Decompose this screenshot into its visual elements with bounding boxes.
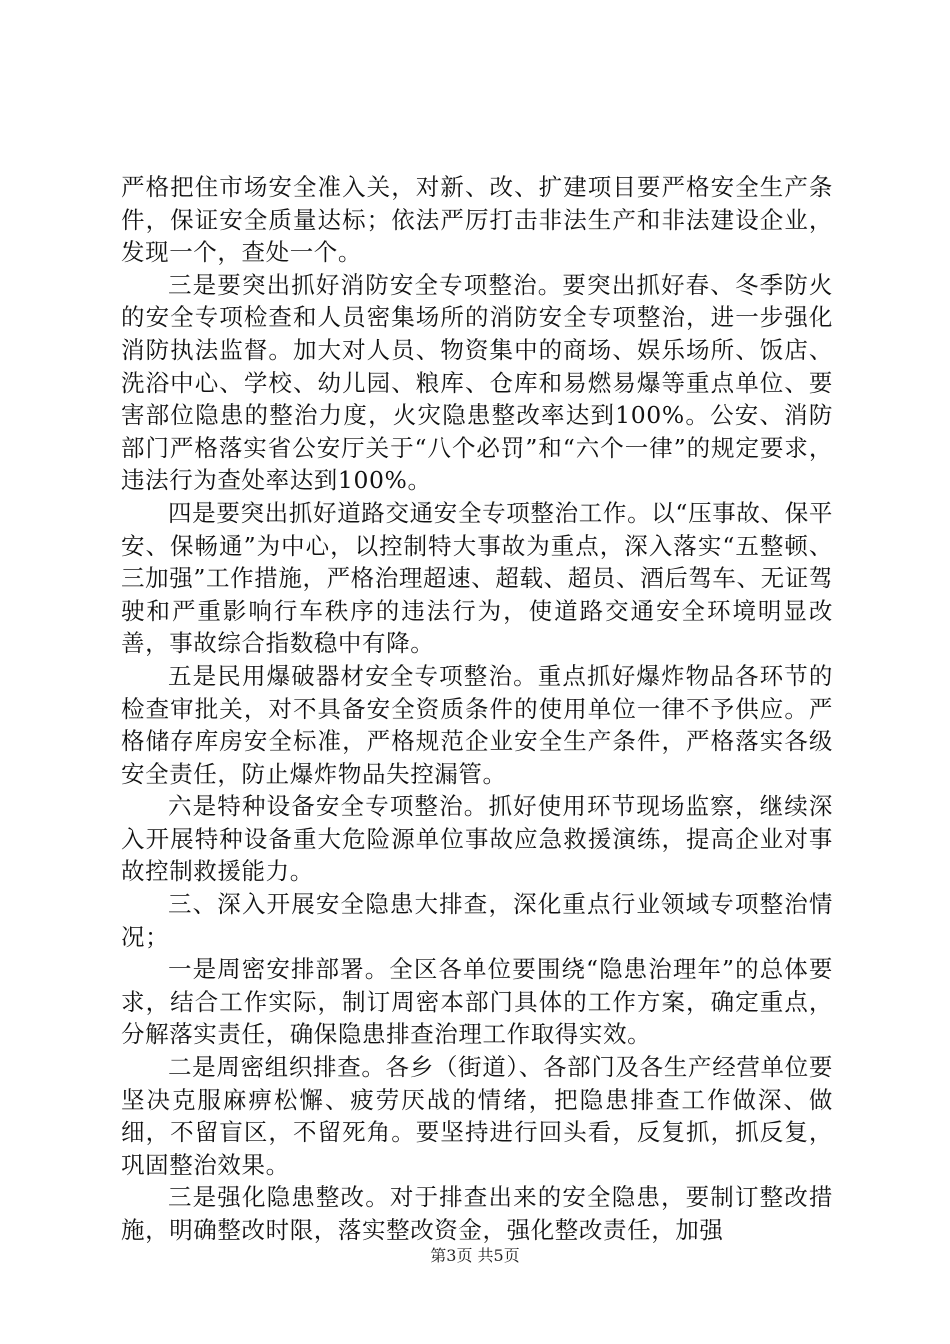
page-footer bbox=[0, 1246, 950, 1266]
paragraph-1: 严格把住市场安全准入关，对新、改、扩建项目要严格安全生产条件，保证安全质量达标；依法严厉打击非法生产和非法建设企业，发现一个，查处一个。 bbox=[121, 173, 833, 267]
document-body bbox=[121, 171, 833, 1247]
paragraph-2: 三是要突出抓好消防安全专项整治。要突出抓好春、冬季防火的安全专项检查和人员密集场所的消防安全专项整治，进一步强化消防执法监督。加大对人员、物资集中的商场、娱乐场所、饭店、洗浴中心、学校、幼儿园、粮库、仓库和易燃易爆等重点单位、要害部位隐患的整治力度，火灾隐患整改率达到100%。公安、消防部门严格落实省公安厅关于“八个必罚”和“六个一律”的规定要求，违法行为查处率达到100%。 bbox=[121, 270, 833, 495]
paragraph-7: 一是周密安排部署。全区各单位要围绕“隐患治理年”的总体要求，结合工作实际，制订周密本部门具体的工作方案，确定重点，分解落实责任，确保隐患排查治理工作取得实效。 bbox=[121, 955, 833, 1049]
paragraph-9: 三是强化隐患整改。对于排查出来的安全隐患，要制订整改措施，明确整改时限，落实整改资金，强化整改责任，加强 bbox=[121, 1183, 833, 1244]
paragraph-6: 三、深入开展安全隐患大排查，深化重点行业领域专项整治情况； bbox=[121, 890, 833, 951]
paragraph-3: 四是要突出抓好道路交通安全专项整治工作。以“压事故、保平安、保畅通”为中心，以控制特大事故为重点，深入落实“五整顿、三加强”工作措施，严格治理超速、超载、超员、酒后驾车、无证驾驶和严重影响行车秩序的违法行为，使道路交通安全环境明显改善，事故综合指数稳中有降。 bbox=[121, 498, 833, 658]
paragraph-4: 五是民用爆破器材安全专项整治。重点抓好爆炸物品各环节的检查审批关，对不具备安全资质条件的使用单位一律不予供应。严格储存库房安全标准，严格规范企业安全生产条件，严格落实各级安全责任，防止爆炸物品失控漏管。 bbox=[121, 661, 833, 788]
paragraph-5: 六是特种设备安全专项整治。抓好使用环节现场监察，继续深入开展特种设备重大危险源单位事故应急救援演练，提高企业对事故控制救援能力。 bbox=[121, 792, 833, 886]
page-number-label: 第3页 共5页 bbox=[430, 1246, 520, 1265]
paragraph-8: 二是周密组织排查。各乡（街道）、各部门及各生产经营单位要坚决克服麻痹松懈、疲劳厌战的情绪，把隐患排查工作做深、做细，不留盲区，不留死角。要坚持进行回头看，反复抓，抓反复，巩固整治效果。 bbox=[121, 1053, 833, 1179]
